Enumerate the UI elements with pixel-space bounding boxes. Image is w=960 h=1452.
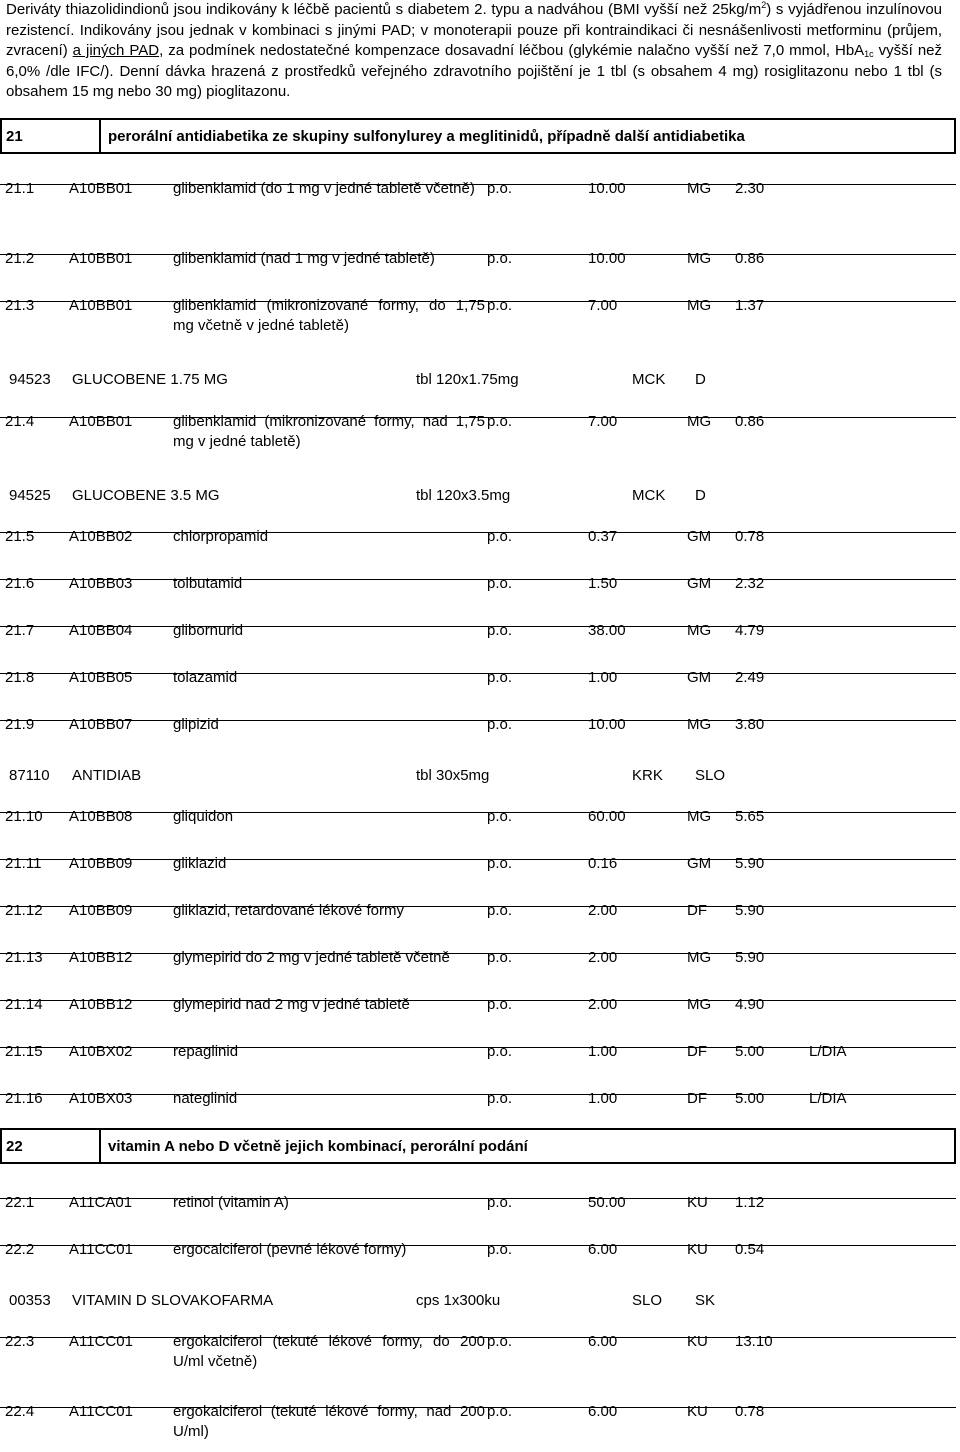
row-number: 21.6: [5, 575, 35, 592]
route: p.o.: [487, 716, 513, 733]
row-number: 21.16: [5, 1090, 43, 1107]
price: 2.30: [735, 180, 765, 197]
price: 0.78: [735, 1403, 765, 1420]
product-name: VITAMIN D SLOVAKOFARMA: [72, 1292, 274, 1309]
route: p.o.: [487, 180, 513, 197]
product-code: 00353: [9, 1292, 51, 1309]
group-title: vitamin A nebo D včetně jejich kombinací, perorální podání: [108, 1138, 528, 1155]
route: p.o.: [487, 413, 513, 430]
route: p.o.: [487, 855, 513, 872]
substance-name: glibenklamid (mikronizované formy, do 1,75 mg včetně v jedné tabletě): [173, 297, 485, 334]
product-name: ANTIDIAB: [72, 767, 142, 784]
group-header-21: [0, 118, 956, 154]
route: p.o.: [487, 297, 513, 314]
product-pack: cps 1x300ku: [416, 1292, 501, 1309]
price: 5.65: [735, 808, 765, 825]
substance-name: tolazamid: [173, 669, 238, 686]
atc-code: A10BB09: [69, 902, 133, 919]
route: p.o.: [487, 808, 513, 825]
ddd-value: 6.00: [588, 1403, 618, 1420]
group-number: 22: [2, 1130, 101, 1162]
atc-code: A10BX02: [69, 1043, 133, 1060]
price: 0.78: [735, 528, 765, 545]
ddd-value: 6.00: [588, 1241, 618, 1258]
ddd-value: 38.00: [588, 622, 626, 639]
price: 13.10: [735, 1333, 773, 1350]
substance-name: tolbutamid: [173, 575, 243, 592]
substance-name: retinol (vitamin A): [173, 1194, 289, 1211]
group-number: 21: [2, 120, 101, 152]
ddd-value: 7.00: [588, 413, 618, 430]
atc-code: A10BB12: [69, 949, 133, 966]
ddd-unit: GM: [687, 575, 712, 592]
group-header-22: [0, 1128, 956, 1164]
route: p.o.: [487, 1403, 513, 1420]
atc-code: A11CC01: [69, 1333, 133, 1350]
route: p.o.: [487, 902, 513, 919]
price: 4.90: [735, 996, 765, 1013]
row-number: 22.4: [5, 1403, 35, 1420]
atc-code: A10BB01: [69, 250, 133, 267]
price: 0.86: [735, 413, 765, 430]
atc-code: A10BB12: [69, 996, 133, 1013]
product-pack: tbl 120x3.5mg: [416, 487, 511, 504]
substance-name: chlorpropamid: [173, 528, 269, 545]
product-category: MCK: [632, 371, 666, 388]
product-code: 94523: [9, 371, 51, 388]
price: 5.90: [735, 902, 765, 919]
substance-name: glibenklamid (nad 1 mg v jedné tabletě): [173, 250, 435, 267]
product-name: GLUCOBENE 1.75 MG: [72, 371, 228, 388]
ddd-value: 1.00: [588, 669, 618, 686]
atc-code: A11CC01: [69, 1403, 133, 1420]
row-number: 21.13: [5, 949, 43, 966]
row-number: 21.12: [5, 902, 43, 919]
route: p.o.: [487, 250, 513, 267]
ddd-unit: DF: [687, 1090, 707, 1107]
ddd-unit: MG: [687, 180, 712, 197]
row-number: 21.11: [5, 855, 42, 872]
ddd-value: 1.50: [588, 575, 618, 592]
ddd-value: 60.00: [588, 808, 626, 825]
route: p.o.: [487, 1333, 513, 1350]
ddd-value: 0.16: [588, 855, 618, 872]
ddd-unit: MG: [687, 716, 712, 733]
ddd-value: 10.00: [588, 716, 626, 733]
ddd-unit: KU: [687, 1241, 708, 1258]
atc-code: A10BB01: [69, 413, 133, 430]
atc-code: A10BB02: [69, 528, 133, 545]
ddd-unit: MG: [687, 250, 712, 267]
route: p.o.: [487, 996, 513, 1013]
ddd-unit: KU: [687, 1194, 708, 1211]
product-name: GLUCOBENE 3.5 MG: [72, 487, 220, 504]
atc-code: A10BB09: [69, 855, 133, 872]
ddd-value: 1.00: [588, 1043, 618, 1060]
prescription-restriction: L/DIA: [809, 1090, 847, 1107]
price: 2.49: [735, 669, 765, 686]
ddd-unit: MG: [687, 413, 712, 430]
row-number: 21.10: [5, 808, 43, 825]
atc-code: A10BB07: [69, 716, 133, 733]
price: 5.00: [735, 1043, 765, 1060]
atc-code: A11CC01: [69, 1241, 133, 1258]
price: 4.79: [735, 622, 765, 639]
atc-code: A11CA01: [69, 1194, 133, 1211]
price: 5.00: [735, 1090, 765, 1107]
substance-name: ergokalciferol (tekuté lékové formy, nad 200 U/ml): [173, 1403, 485, 1440]
prescription-restriction: L/DIA: [809, 1043, 847, 1060]
ddd-unit: DF: [687, 1043, 707, 1060]
route: p.o.: [487, 622, 513, 639]
atc-code: A10BX03: [69, 1090, 133, 1107]
substance-name: glibenklamid (do 1 mg v jedné tabletě včetně): [173, 180, 475, 197]
route: p.o.: [487, 669, 513, 686]
product-category: SLO: [632, 1292, 663, 1309]
substance-name: glymepirid nad 2 mg v jedné tabletě: [173, 996, 410, 1013]
route: p.o.: [487, 1241, 513, 1258]
substance-name: ergokalciferol (tekuté lékové formy, do 200 U/ml včetně): [173, 1333, 485, 1370]
substance-name: gliklazid, retardované lékové formy: [173, 902, 404, 919]
substance-name: gliquidon: [173, 808, 234, 825]
atc-code: A10BB08: [69, 808, 133, 825]
ddd-unit: MG: [687, 622, 712, 639]
row-number: 21.3: [5, 297, 35, 314]
product-category: KRK: [632, 767, 663, 784]
ddd-value: 50.00: [588, 1194, 626, 1211]
price: 3.80: [735, 716, 765, 733]
price: 0.86: [735, 250, 765, 267]
ddd-unit: DF: [687, 902, 707, 919]
product-code: 87110: [9, 767, 50, 784]
row-number: 21.4: [5, 413, 35, 430]
substance-name: glibornurid: [173, 622, 244, 639]
ddd-unit: MG: [687, 949, 712, 966]
price: 1.12: [735, 1194, 765, 1211]
route: p.o.: [487, 575, 513, 592]
ddd-value: 2.00: [588, 902, 618, 919]
ddd-value: 6.00: [588, 1333, 618, 1350]
ddd-value: 7.00: [588, 297, 618, 314]
row-number: 21.8: [5, 669, 35, 686]
row-number: 21.9: [5, 716, 35, 733]
price: 5.90: [735, 949, 765, 966]
ddd-unit: GM: [687, 855, 712, 872]
ddd-unit: KU: [687, 1403, 708, 1420]
atc-code: A10BB04: [69, 622, 133, 639]
row-number: 21.7: [5, 622, 35, 639]
substance-name: gliklazid: [173, 855, 227, 872]
ddd-value: 10.00: [588, 180, 626, 197]
route: p.o.: [487, 528, 513, 545]
product-region: SLO: [695, 767, 726, 784]
ddd-value: 2.00: [588, 949, 618, 966]
ddd-value: 1.00: [588, 1090, 618, 1107]
row-number: 22.3: [5, 1333, 35, 1350]
atc-code: A10BB05: [69, 669, 133, 686]
row-number: 21.15: [5, 1043, 43, 1060]
product-category: MCK: [632, 487, 666, 504]
intro-paragraph: Deriváty thiazolidindionů jsou indikovány k léčbě pacientů s diabetem 2. typu a nadváhou (BMI vyšší než $25kg/m^2$) s vyjádřenou inzulínovou rezistencí. Indikovány jsou jednak v kombinaci s jinými PAD; v monoterapii pouze při kontraindikaci či nesnášenlivosti metforminu (průjem, zvracení) a jiných PAD, za podmínek nedostatečné kompenzace dosavadní léčbou (glykémie nalačno vyšší než 7,0 mmol, HbA$_{1c}$ vyšší než 6,0% /dle IFC/). Denní dávka hrazená z prostředků veřejného zdravotního pojištění je 1 tbl (s obsahem 4 mg) rosiglitazonu nebo 1 tbl (s obsahem 15 mg nebo 30 mg) pioglitazonu.: [6, 0, 943, 100]
product-region: SK: [695, 1292, 716, 1309]
group-title: perorální antidiabetika ze skupiny sulfonylurey a meglitinidů, případně další antidiabetika: [108, 128, 745, 145]
ddd-unit: GM: [687, 528, 712, 545]
atc-code: A10BB03: [69, 575, 133, 592]
ddd-value: 10.00: [588, 250, 626, 267]
product-region: D: [695, 487, 706, 504]
substance-name: glipizid: [173, 716, 219, 733]
product-region: D: [695, 371, 706, 388]
ddd-unit: MG: [687, 996, 712, 1013]
product-pack: tbl 120x1.75mg: [416, 371, 519, 388]
ddd-value: 0.37: [588, 528, 618, 545]
route: p.o.: [487, 1043, 513, 1060]
substance-name: repaglinid: [173, 1043, 239, 1060]
substance-name: glibenklamid (mikronizované formy, nad 1,75 mg v jedné tabletě): [173, 413, 485, 450]
route: p.o.: [487, 949, 513, 966]
ddd-unit: MG: [687, 808, 712, 825]
row-number: 21.1: [5, 180, 35, 197]
ddd-unit: GM: [687, 669, 712, 686]
ddd-unit: KU: [687, 1333, 708, 1350]
product-pack: tbl 30x5mg: [416, 767, 490, 784]
route: p.o.: [487, 1090, 513, 1107]
substance-name: ergocalciferol (pevné lékové formy): [173, 1241, 407, 1258]
ddd-unit: MG: [687, 297, 712, 314]
row-number: 21.5: [5, 528, 35, 545]
row-number: 21.2: [5, 250, 35, 267]
ddd-value: 2.00: [588, 996, 618, 1013]
price: 1.37: [735, 297, 765, 314]
row-number: 21.14: [5, 996, 43, 1013]
substance-name: glymepirid do 2 mg v jedné tabletě včetně: [173, 949, 450, 966]
atc-code: A10BB01: [69, 180, 133, 197]
row-number: 22.2: [5, 1241, 35, 1258]
row-number: 22.1: [5, 1194, 35, 1211]
price: 5.90: [735, 855, 765, 872]
price: 2.32: [735, 575, 765, 592]
route: p.o.: [487, 1194, 513, 1211]
atc-code: A10BB01: [69, 297, 133, 314]
product-code: 94525: [9, 487, 51, 504]
price: 0.54: [735, 1241, 765, 1258]
substance-name: nateglinid: [173, 1090, 238, 1107]
